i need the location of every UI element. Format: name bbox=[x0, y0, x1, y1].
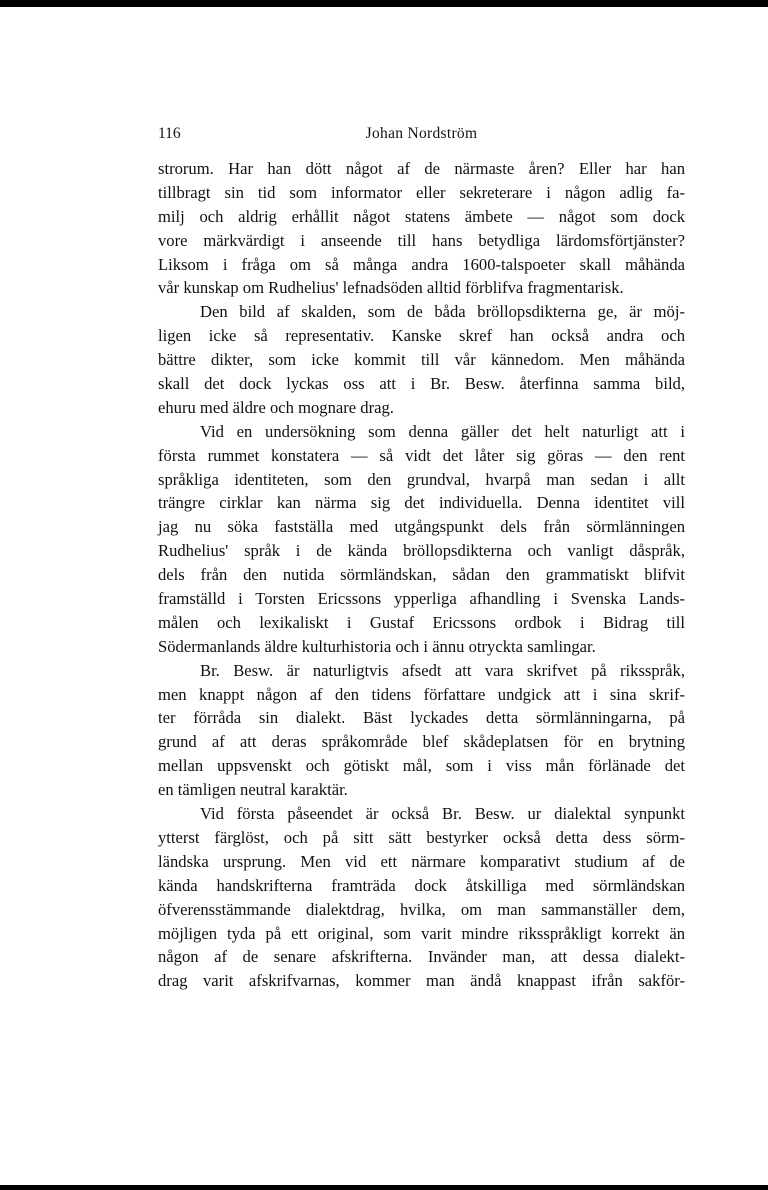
text-line: Br. Besw. är naturligtvis afsedt att vara skrifvet på riksspråk, bbox=[200, 660, 685, 680]
running-head bbox=[158, 125, 685, 147]
bottom-scan-border bbox=[0, 1185, 768, 1190]
text-line: första rummet konstatera — så vidt det låter sig göras — den rent bbox=[158, 445, 685, 465]
text-line: ehuru med äldre och mognare drag. bbox=[158, 397, 394, 417]
text-line: ligen icke så representativ. Kanske skref han också andra och bbox=[158, 326, 685, 346]
text-line: strorum. Har han dött något af de närmaste åren? Eller har han bbox=[158, 159, 685, 178]
text-line: Södermanlands äldre kulturhistoria och i ännu otryckta samlingar. bbox=[158, 636, 596, 656]
text-line: någon af de senare afskrifterna. Invänder man, att dessa dialekt- bbox=[158, 947, 685, 967]
text-line: Vid första påseendet är också Br. Besw. ur dialektal synpunkt bbox=[200, 804, 685, 824]
text-line: skall det dock lyckas oss att i Br. Besw. återfinna samma bild, bbox=[158, 374, 685, 394]
text-line: mellan uppsvenskt och götiskt mål, som i viss mån förlänade det bbox=[158, 756, 685, 776]
text-line: Vid en undersökning som denna gäller det helt naturligt att i bbox=[200, 421, 685, 441]
text-line: öfverensstämmande dialektdrag, hvilka, om man sammanställer dem, bbox=[158, 899, 685, 919]
top-scan-border bbox=[0, 0, 768, 7]
body-text bbox=[158, 157, 685, 993]
text-line: bättre dikter, som icke kommit till vår kännedom. Men måhända bbox=[158, 350, 685, 370]
text-line: jag nu söka fastställa med utgångspunkt dels från sörmlänningen bbox=[158, 517, 685, 537]
text-line: vore märkvärdigt i anseende till hans betydliga lärdomsförtjänster? bbox=[158, 230, 685, 250]
text-line: målen och lexikaliskt i Gustaf Ericssons ordbok i Bidrag till bbox=[158, 612, 685, 632]
text-line: möjligen tyda på ett original, som varit mindre riksspråkligt korrekt än bbox=[158, 923, 685, 943]
text-line: en tämligen neutral karaktär. bbox=[158, 780, 348, 800]
text-line: framställd i Torsten Ericssons ypperliga afhandling i Svenska Lands- bbox=[158, 589, 685, 609]
text-line: milj och aldrig erhållit något statens ämbete — något som dock bbox=[158, 206, 685, 226]
text-line: Den bild af skalden, som de båda bröllopsdikterna ge, är möj- bbox=[200, 302, 685, 322]
text-line: men knappt någon af den tidens författare undgick att i sina skrif- bbox=[158, 684, 685, 704]
text-line: tillbragt sin tid som informator eller sekreterare i någon adlig fa- bbox=[158, 182, 685, 202]
text-line: grund af att deras språkområde blef skådeplatsen för en brytning bbox=[158, 732, 685, 752]
text-line: kända handskrifterna framträda dock åtskilliga med sörmländskan bbox=[158, 875, 685, 895]
running-title: Johan Nordström bbox=[365, 125, 478, 142]
text-line: ytterst färglöst, och på sitt sätt bestyrker också detta dess sörm- bbox=[158, 827, 685, 847]
text-line: vår kunskap om Rudhelius' lefnadsöden alltid förblifva fragmentarisk. bbox=[158, 278, 624, 298]
text-line: drag varit afskrifvarnas, kommer man ändå knappast ifrån sakför- bbox=[158, 971, 685, 991]
text-line: dels från den nutida sörmländskan, sådan den grammatiskt blifvit bbox=[158, 565, 685, 585]
text-line: ter förråda sin dialekt. Bäst lyckades detta sörmlänningarna, på bbox=[158, 708, 685, 728]
page-number: 116 bbox=[158, 125, 181, 142]
text-line: Liksom i fråga om så många andra 1600-talspoeter skall måhända bbox=[158, 254, 685, 274]
text-line: ländska ursprung. Men vid ett närmare komparativt studium af de bbox=[158, 851, 685, 871]
text-line: trängre cirklar kan närma sig det individuella. Denna identitet vill bbox=[158, 493, 685, 513]
text-line: språkliga identiteten, som den grundval, hvarpå man sedan i allt bbox=[158, 469, 685, 489]
text-line: Rudhelius' språk i de kända bröllopsdikterna och vanligt dåspråk, bbox=[158, 541, 685, 561]
